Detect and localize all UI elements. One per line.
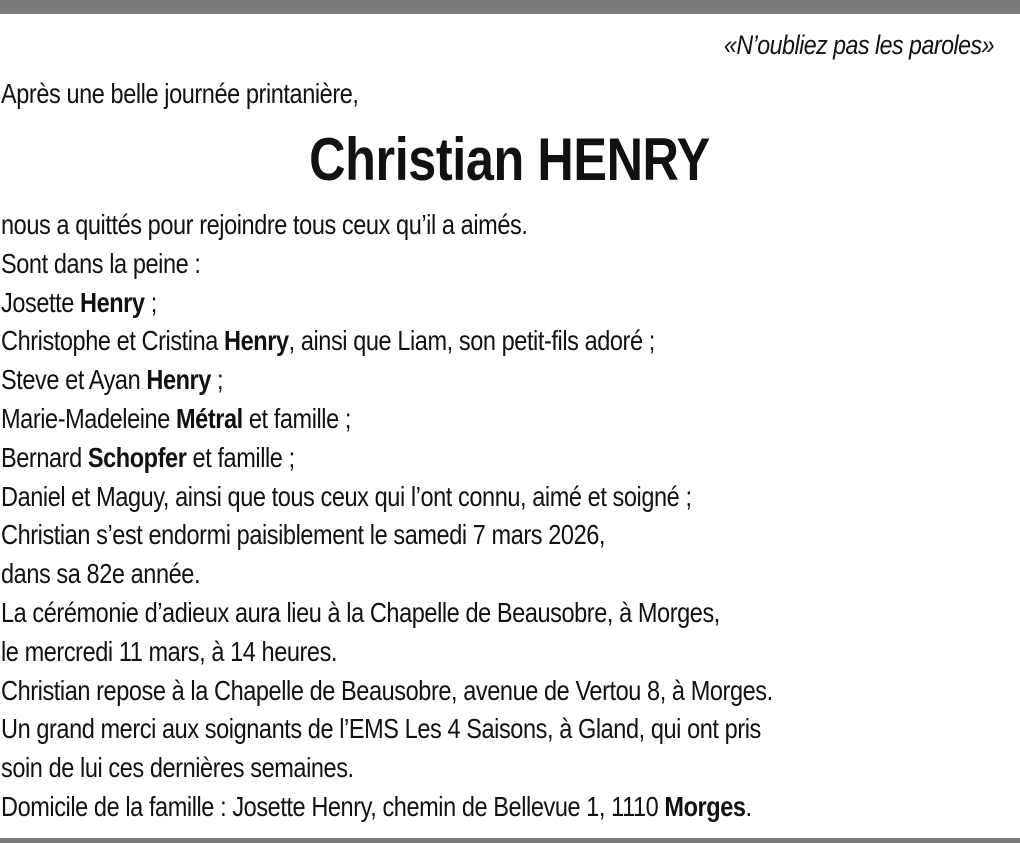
line-text: ; (210, 364, 224, 396)
city: Morges (664, 790, 746, 822)
line-text: Domicile de la famille : Josette Henry, chemin de Bellevue 1, 1110 (1, 790, 665, 822)
line-text: Steve et Ayan (1, 364, 147, 396)
line-text: dans sa 82e année. (1, 558, 201, 590)
bottom-rule (0, 838, 1020, 843)
announcement-body (1, 206, 920, 827)
epigraph-quote: «N’oubliez pas les paroles» (723, 30, 994, 60)
line-text: La cérémonie d’adieux aura lieu à la Chapelle de Beausobre, à Morges, (1, 596, 720, 628)
line-text: soin de lui ces dernières semaines. (1, 752, 354, 784)
body-line (1, 710, 773, 749)
line-text: Marie-Madeleine (1, 402, 176, 434)
surname: Henry (224, 325, 289, 357)
body-line (1, 516, 773, 555)
mourner-line (1, 322, 773, 361)
line-text: Sont dans la peine : (1, 247, 201, 279)
surname: Henry (80, 286, 145, 318)
mourner-line (1, 439, 773, 478)
line-text: et famille ; (186, 441, 295, 473)
surname: Schopfer (87, 441, 187, 473)
surname: Métral (175, 402, 243, 434)
line-text: Daniel et Maguy, ainsi que tous ceux qui l’ont connu, aimé et soigné ; (1, 480, 692, 512)
address-line (1, 788, 773, 827)
line-text: nous a quittés pour rejoindre tous ceux qu’il a aimés. (1, 209, 528, 240)
line-text: Christian s’est endormi paisiblement le samedi 7 mars 2026, (1, 519, 606, 551)
line-text: . (745, 790, 752, 822)
deceased-name (0, 124, 1020, 196)
line-text: ; (144, 286, 157, 318)
mourner-line (1, 361, 773, 400)
line-text: Bernard (1, 441, 88, 473)
mourner-line (1, 400, 773, 439)
body-line (1, 478, 773, 517)
line-text: Un grand merci aux soignants de l’EMS Les 4 Saisons, à Gland, qui ont pris (1, 713, 761, 745)
surname: Henry (146, 364, 211, 396)
body-line (1, 206, 773, 245)
body-line (1, 749, 773, 788)
body-line (1, 594, 773, 633)
line-text: et famille ; (242, 402, 352, 434)
line-text: le mercredi 11 mars, à 14 heures. (1, 635, 338, 667)
line-text: Christian repose à la Chapelle de Beausobre, avenue de Vertou 8, à Morges. (1, 674, 773, 706)
line-text: , ainsi que Liam, son petit-fils adoré ; (288, 325, 655, 357)
deceased-name-text: Christian HENRY (309, 126, 711, 193)
line-text: Josette (1, 286, 81, 318)
body-line (1, 245, 773, 284)
top-rule (0, 0, 1020, 14)
body-line (1, 672, 773, 711)
body-line (1, 633, 773, 672)
line-text: Christophe et Cristina (1, 325, 225, 357)
body-line (1, 555, 773, 594)
intro-line: Après une belle journée printanière, (1, 78, 359, 109)
mourner-line (1, 284, 773, 323)
